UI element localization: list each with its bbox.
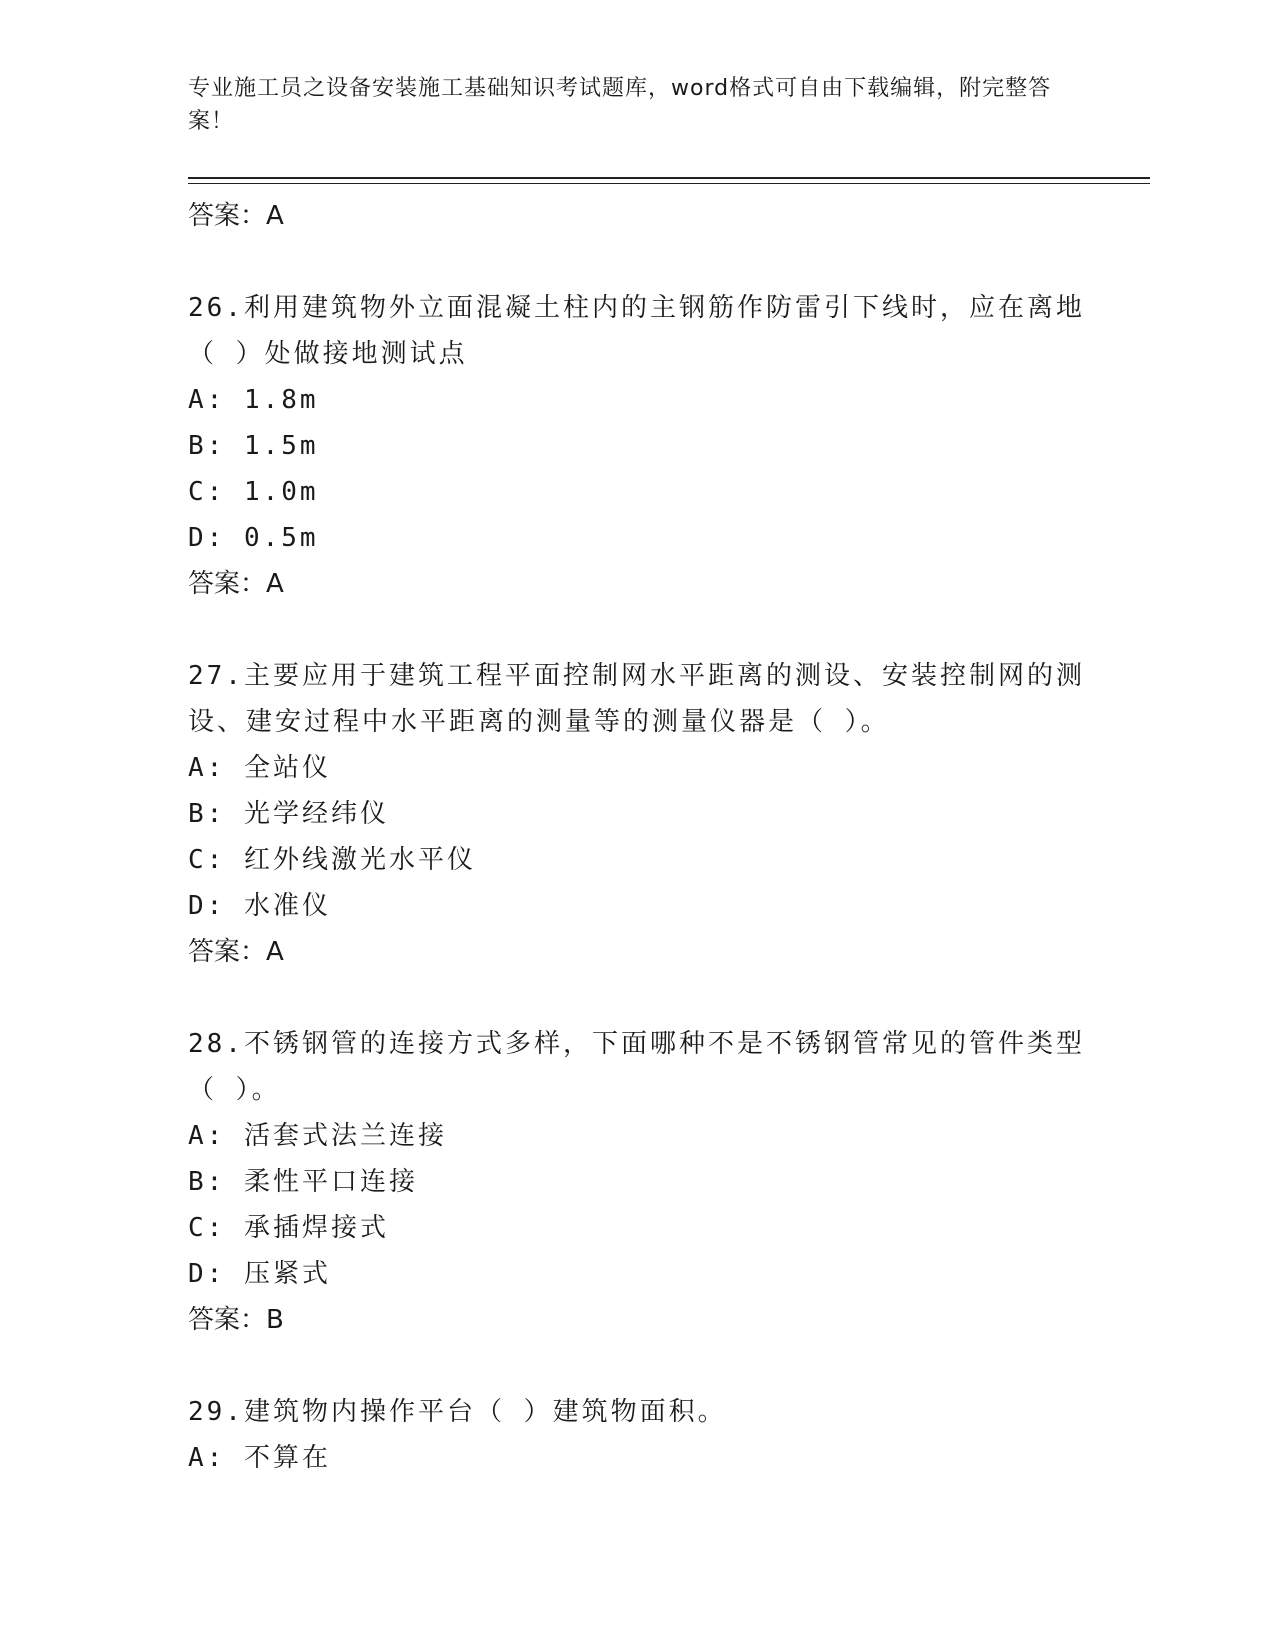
answer-line: 答案：B [188, 1305, 284, 1335]
question-stem: 28.不锈钢管的连接方式多样，下面哪种不是不锈钢管常见的管件类型（ ）。 [188, 1029, 1085, 1105]
header-rule-thin [188, 183, 1150, 184]
header-rule-thick [188, 177, 1150, 179]
question-stem: 26.利用建筑物外立面混凝土柱内的主钢筋作防雷引下线时，应在离地（ ）处做接地测试点 [188, 293, 1085, 369]
question-item [188, 653, 1088, 975]
option-c: C: 1.0m [188, 477, 319, 507]
option-b: B: 1.5m [188, 431, 319, 461]
question-item [188, 285, 1088, 607]
question-stem: 27.主要应用于建筑工程平面控制网水平距离的测设、安装控制网的测设、建安过程中水平距离的测量等的测量仪器是（ ）。 [188, 661, 1085, 737]
question-list [188, 193, 1088, 1481]
option-d: D: 水准仪 [188, 891, 331, 921]
answer-line: 答案：A [188, 201, 284, 231]
option-c: C: 承插焊接式 [188, 1213, 389, 1243]
option-a: A: 全站仪 [188, 753, 331, 783]
option-b: B: 光学经纬仪 [188, 799, 389, 829]
question-item [188, 1021, 1088, 1343]
answer-line: 答案：A [188, 937, 284, 967]
option-b: B: 柔性平口连接 [188, 1167, 418, 1197]
option-d: D: 0.5m [188, 523, 319, 553]
option-a: A: 1.8m [188, 385, 319, 415]
option-c: C: 红外线激光水平仪 [188, 845, 476, 875]
question-item [188, 1389, 1088, 1481]
question-stem: 29.建筑物内操作平台（ ）建筑物面积。 [188, 1397, 727, 1427]
option-d: D: 压紧式 [188, 1259, 331, 1289]
option-a: A: 不算在 [188, 1443, 331, 1473]
option-a: A: 活套式法兰连接 [188, 1121, 447, 1151]
answer-line: 答案：A [188, 569, 284, 599]
document-header: 专业施工员之设备安装施工基础知识考试题库，word格式可自由下载编辑，附完整答案！ [188, 76, 1052, 134]
